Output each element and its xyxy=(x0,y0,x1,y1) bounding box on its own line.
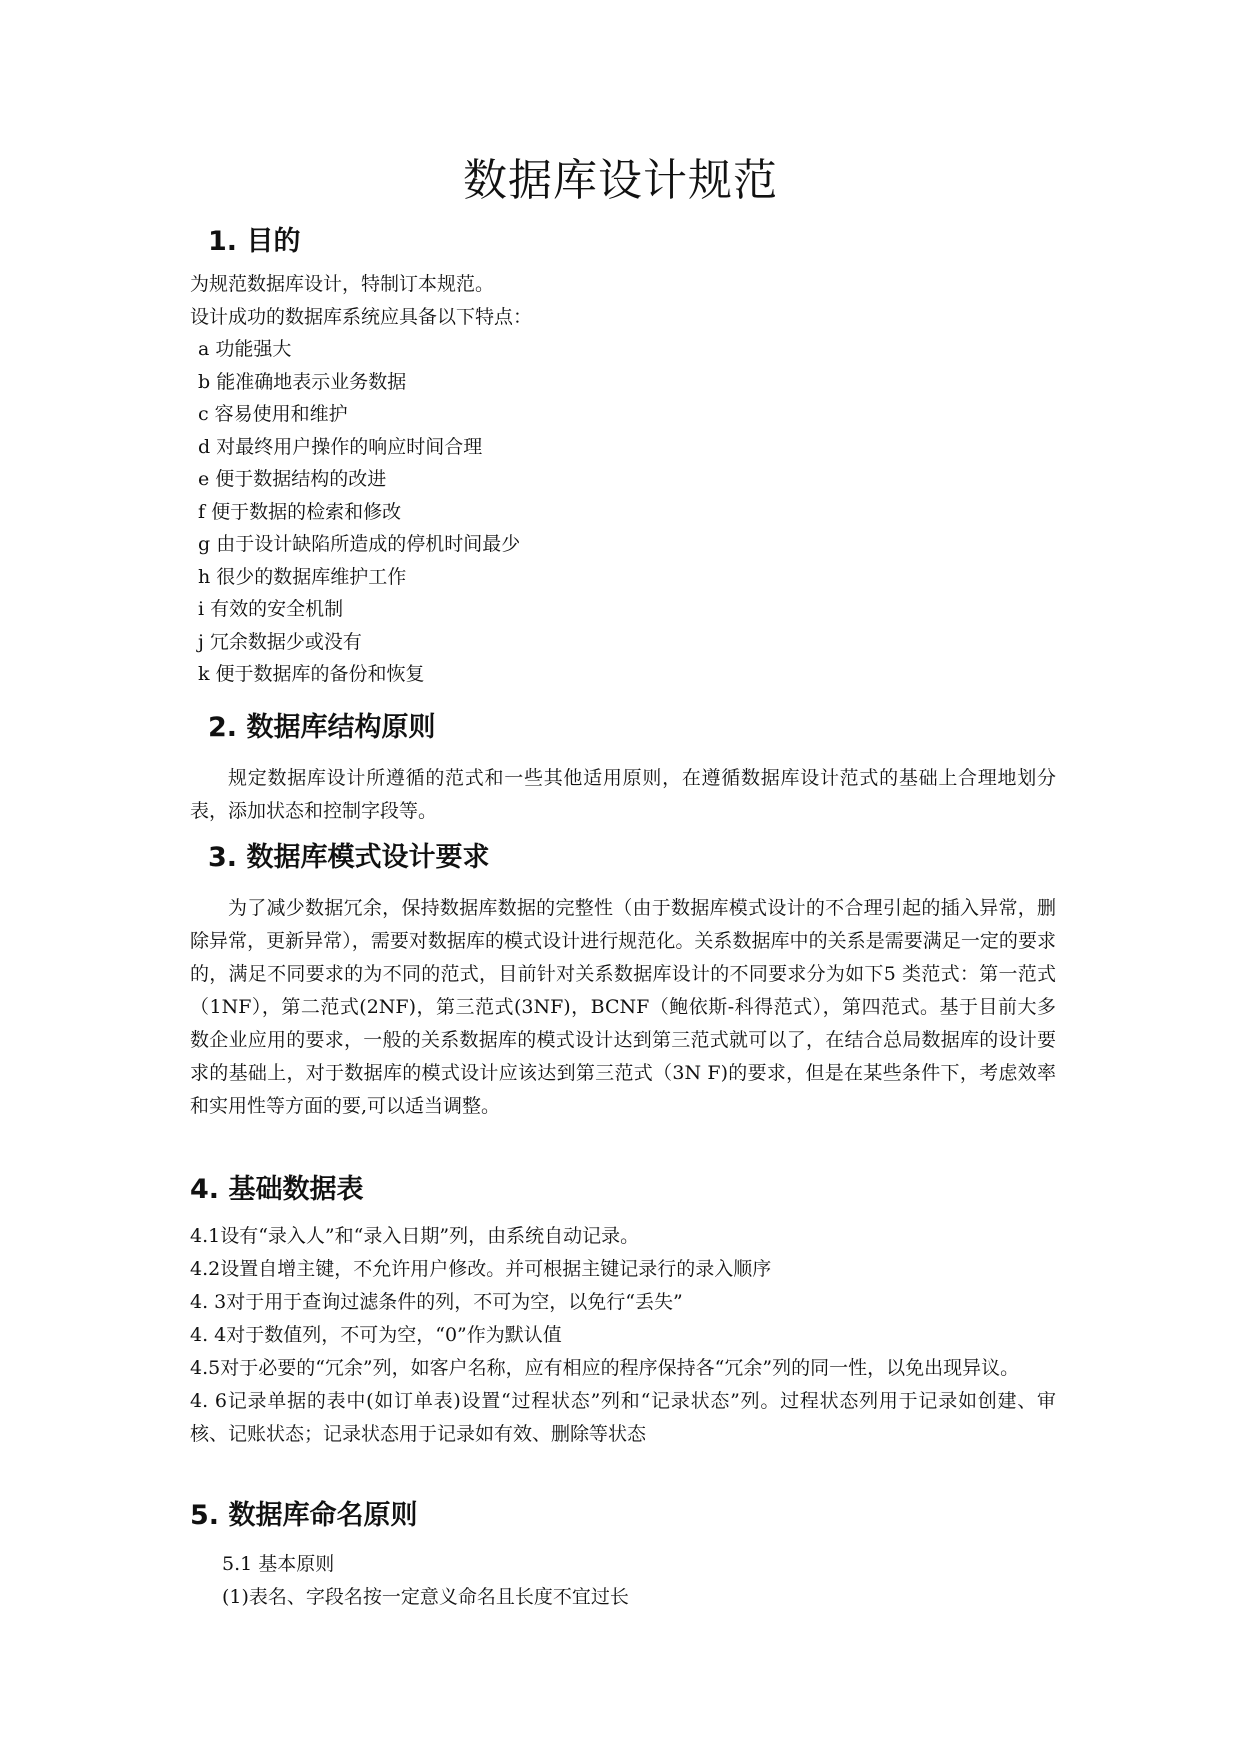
rule-item: 4. 3对于用于查询过滤条件的列，不可为空，以免行“丢失” xyxy=(190,1291,683,1313)
list-item: f 便于数据的检索和修改 xyxy=(198,500,402,523)
rule-item: 4.5对于必要的“冗余”列，如客户名称，应有相应的程序保持各“冗余”列的同一性，以免出现异议。 xyxy=(190,1357,1020,1379)
section-heading: 5. 数据库命名原则 xyxy=(190,1500,418,1531)
text-line: 设计成功的数据库系统应具备以下特点： xyxy=(190,305,533,328)
rule-item: 4. 4对于数值列，不可为空，“0”作为默认值 xyxy=(190,1324,562,1346)
section-schema-requirements xyxy=(190,838,1056,1123)
section-heading: 3. 数据库模式设计要求 xyxy=(208,842,490,873)
list-item: d 对最终用户操作的响应时间合理 xyxy=(198,435,483,458)
section-purpose xyxy=(190,222,1056,691)
rule-item: 4. 6记录单据的表中(如订单表)设置“过程状态”列和“记录状态”列。过程状态列用于记录如创建、审核、记账状态；记录状态用于记录如有效、删除等状态 xyxy=(190,1390,1056,1445)
section-structure-principles xyxy=(190,708,1056,828)
list-item: a 功能强大 xyxy=(198,338,292,360)
rule-item: 4.2设置自增主键，不允许用户修改。并可根据主键记录行的录入顺序 xyxy=(190,1258,772,1280)
text-line: (1)表名、字段名按一定意义命名且长度不宜过长 xyxy=(222,1585,629,1608)
section-heading: 1. 目的 xyxy=(208,226,301,257)
list-item: j 冗余数据少或没有 xyxy=(198,630,362,653)
list-item: k 便于数据库的备份和恢复 xyxy=(198,663,425,685)
paragraph: 规定数据库设计所遵循的范式和一些其他适用原则，在遵循数据库设计范式的基础上合理地划分表，添加状态和控制字段等。 xyxy=(190,767,1056,822)
paragraph: 为了减少数据冗余，保持数据库数据的完整性（由于数据库模式设计的不合理引起的插入异常，删除异常，更新异常），需要对数据库的模式设计进行规范化。关系数据库中的关系是需要满足一定的要求的，满足不同要求的为不同的范式，目前针对关系数据库设计的不同要求分为如下5 类范式：第一范式（1NF），第二范式(2NF)，第三范式(3NF)，BCNF（鲍依斯-科得范式），第四范式。基于目前大多数企业应用的要求，一般的关系数据库的模式设计达到第三范式就可以了，在结合总局数据库的设计要求的基础上，对于数据库的模式设计应该达到第三范式（3N F)的要求，但是在某些条件下，考虑效率和实用性等方面的要,可以适当调整。 xyxy=(190,897,1056,1117)
section-heading: 2. 数据库结构原则 xyxy=(208,712,436,743)
list-item: i 有效的安全机制 xyxy=(198,598,344,620)
list-item: h 很少的数据库维护工作 xyxy=(198,565,407,588)
section-heading: 4. 基础数据表 xyxy=(190,1174,364,1205)
subsection-heading: 5.1 基本原则 xyxy=(222,1553,335,1575)
list-item: e 便于数据结构的改进 xyxy=(198,468,387,490)
rule-item: 4.1设有“录入人”和“录入日期”列，由系统自动记录。 xyxy=(190,1225,640,1247)
list-item: c 容易使用和维护 xyxy=(198,403,348,425)
text-line: 为规范数据库设计，特制订本规范。 xyxy=(190,273,495,295)
document-title: 数据库设计规范 xyxy=(463,155,778,206)
section-base-tables xyxy=(190,1170,1056,1451)
list-item: b 能准确地表示业务数据 xyxy=(198,370,407,393)
list-item: g 由于设计缺陷所造成的停机时间最少 xyxy=(198,533,521,555)
section-naming-principles xyxy=(190,1496,1056,1613)
